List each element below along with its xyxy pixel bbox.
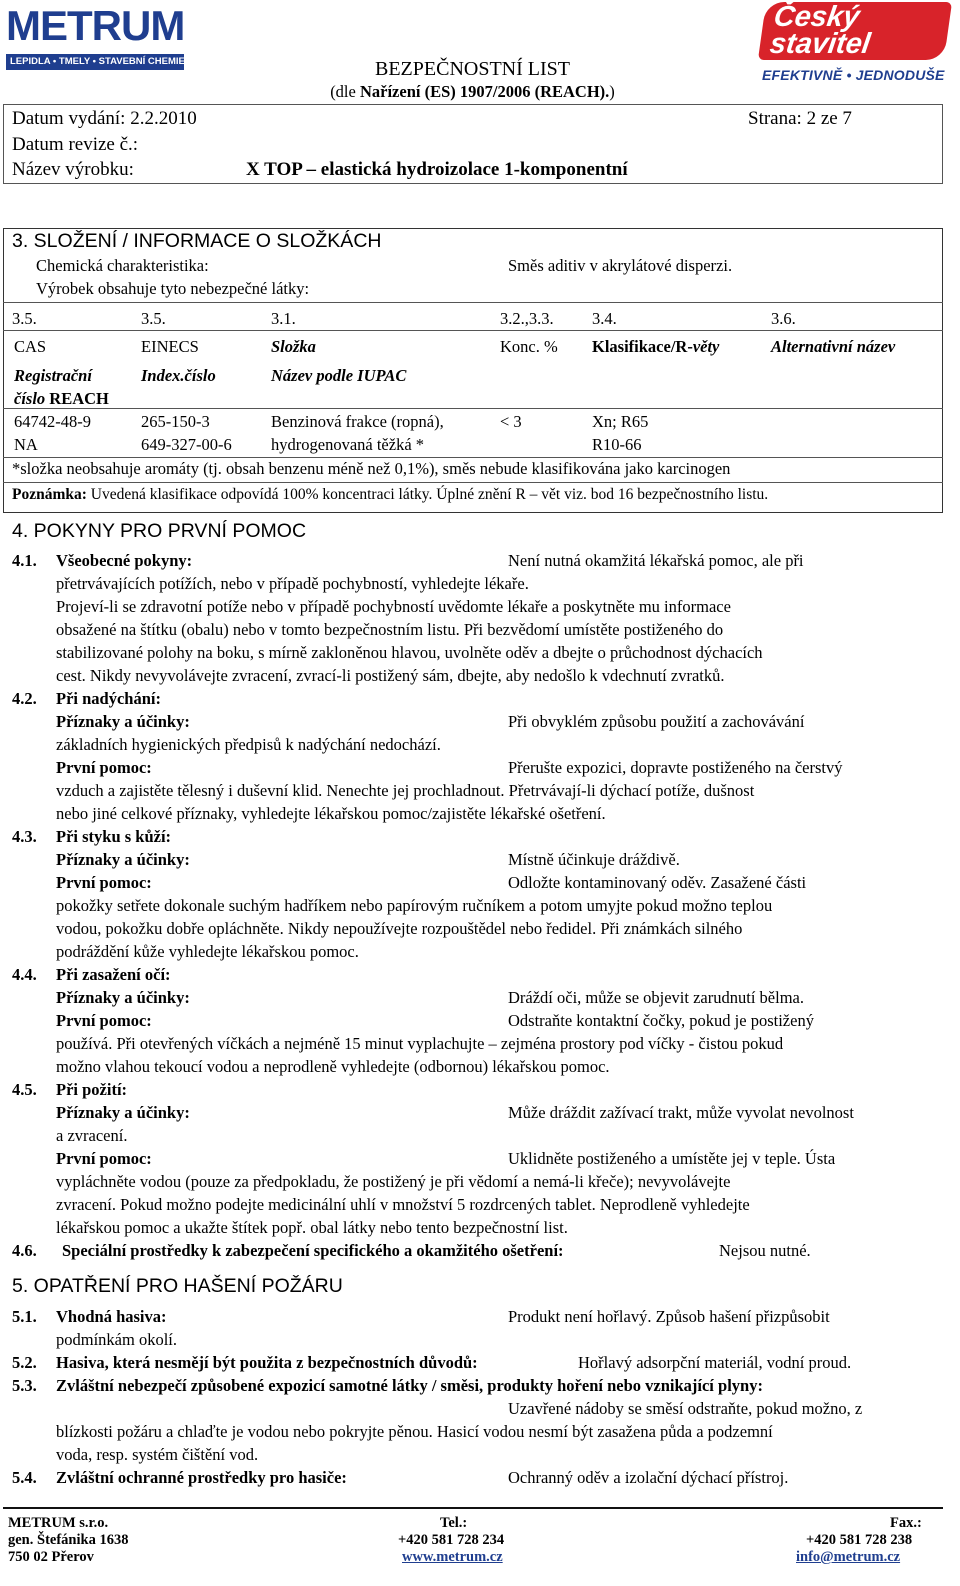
ref-einecs: 3.5. xyxy=(141,309,166,328)
product-label: Název výrobku: xyxy=(12,159,134,180)
row-name-1: Benzinová frakce (ropná), xyxy=(271,412,444,431)
ref-slozka: 3.1. xyxy=(271,309,296,328)
s4-4-aid-value: Odstraňte kontaktní čočky, pokud je postižený xyxy=(508,1011,814,1030)
metrum-logo-tagline: LEPIDLA • TMELY • STAVEBNÍ CHEMIE xyxy=(6,54,184,70)
chem-char-value: Směs aditiv v akrylátové disperzi. xyxy=(508,256,733,275)
s4-3-aid-cont-3: podráždění kůže vyhledejte lékařskou pomoc. xyxy=(56,942,359,961)
s5-2-value: Hořlavý adsorpční materiál, vodní proud. xyxy=(578,1353,852,1372)
s5-3-value-cont-1: blízkosti požáru a chlaďte je vodou nebo pokryjte pěnou. Hasicí vodou nesmí být zasažena půda a podzemní xyxy=(56,1422,773,1441)
s4-4-num: 4.4. xyxy=(12,965,37,984)
col-einecs: EINECS xyxy=(141,337,199,356)
s4-2-aid-cont-2: nebo jiné celkové příznaky, vyhledejte lékařskou pomoc/zajistěte lékařské ošetření. xyxy=(56,804,606,823)
s4-2-sym-label: Příznaky a účinky: xyxy=(56,712,190,731)
col-reach: číslo REACH xyxy=(14,389,109,408)
s4-5-sym-cont: a zvracení. xyxy=(56,1126,128,1145)
revision-date: Datum revize č.: xyxy=(12,134,139,155)
s5-1-num: 5.1. xyxy=(12,1307,37,1326)
s4-4-aid-cont-1: používá. Při otevřených víčkách a nejméně 15 minut vyplachujte – zejména prostory pod víčky - čistou pokud xyxy=(56,1034,784,1053)
s5-1-value-cont: podmínkám okolí. xyxy=(56,1330,177,1349)
document-subtitle: (dle Nařízení (ES) 1907/2006 (REACH).) xyxy=(330,82,615,101)
s4-4-aid-label: První pomoc: xyxy=(56,1011,152,1030)
col-konc: Konc. % xyxy=(500,337,558,356)
s4-4-sym-value: Dráždí oči, může se objevit zarudnutí bělma. xyxy=(508,988,804,1007)
footer-tel: +420 581 728 234 xyxy=(398,1532,505,1548)
issue-date: Datum vydání: 2.2.2010 xyxy=(12,108,197,129)
s4-4-aid-cont-2: možno vlahou tekoucí vodou a neprodleně vyhledejte (odbornou) lékařskou pomoc. xyxy=(56,1057,610,1076)
footer-web-link[interactable]: www.metrum.cz xyxy=(402,1549,503,1565)
footer-divider xyxy=(3,1507,943,1509)
footer-email-link[interactable]: info@metrum.cz xyxy=(796,1549,901,1565)
ref-klas: 3.4. xyxy=(592,309,617,328)
section-3-title: 3. SLOŽENÍ / INFORMACE O SLOŽKÁCH xyxy=(12,230,382,252)
section-3-footnote: *složka neobsahuje aromáty (tj. obsah benzenu méně než 0,1%), směs nebude klasifikována jako karcinogen xyxy=(12,459,731,478)
s5-3-num: 5.3. xyxy=(12,1376,37,1395)
section-4-title: 4. POKYNY PRO PRVNÍ POMOC xyxy=(12,520,307,542)
s5-4-num: 5.4. xyxy=(12,1468,37,1487)
s5-4-value: Ochranný oděv a izolační dýchací přístroj. xyxy=(508,1468,789,1487)
row-index: 649-327-00-6 xyxy=(141,435,232,454)
ref-cas: 3.5. xyxy=(12,309,37,328)
s5-2-label: Hasiva, která nesmějí být použita z bezpečnostních důvodů: xyxy=(56,1353,478,1372)
s4-1-para-3: stabilizované polohy na boku, s mírně zakloněnou hlavou, uvolněte oděv a dbejte o průchodnost dýchacích xyxy=(56,643,763,662)
s4-1-para-1: Projeví-li se zdravotní potíže nebo v případě pochybností uvědomte lékaře a poskytněte mu informace xyxy=(56,597,731,616)
s5-3-label: Zvláštní nebezpečí způsobené expozicí samotné látky / směsi, produkty hoření nebo vznikající plyny: xyxy=(56,1376,763,1395)
s4-3-sym-value: Místně účinkuje dráždivě. xyxy=(508,850,680,869)
s4-3-aid-label: První pomoc: xyxy=(56,873,152,892)
s4-3-aid-cont-2: vodou, pokožku dobře opláchněte. Nikdy nepoužívejte rozpouštědel nebo ředidel. Při známkách silného xyxy=(56,919,743,938)
s4-5-sym-label: Příznaky a účinky: xyxy=(56,1103,190,1122)
s4-5-num: 4.5. xyxy=(12,1080,37,1099)
s4-2-sym-cont: základních hygienických předpisů k nadýchání nedochází. xyxy=(56,735,441,754)
s5-4-label: Zvláštní ochranné prostředky pro hasiče: xyxy=(56,1468,347,1487)
chem-char-label: Chemická charakteristika: xyxy=(36,256,209,275)
col-index: Index.číslo xyxy=(141,366,216,385)
s4-5-aid-cont-2: zvracení. Pokud možno podejte medicinální uhlí v množství 5 rozdrcených tablet. Neprodleně vyhledejte xyxy=(56,1195,750,1214)
s5-3-value-cont-2: voda, resp. systém čištění vod. xyxy=(56,1445,259,1464)
footer-fax-label: Fax.: xyxy=(890,1515,922,1531)
s4-3-sym-label: Příznaky a účinky: xyxy=(56,850,190,869)
s4-4-sym-label: Příznaky a účinky: xyxy=(56,988,190,1007)
row-reach: NA xyxy=(14,435,38,454)
col-klas: Klasifikace/R-věty xyxy=(592,337,720,356)
row-einecs: 265-150-3 xyxy=(141,412,210,431)
s4-3-aid-cont-1: pokožky setřete dokonale suchým hadříkem nebo papírovým ručníkem a potom umyjte pokud možno teplou xyxy=(56,896,773,915)
s4-5-aid-cont-3: lékařskou pomoc a ukažte štítek popř. obal látky nebo tento bezpečnostní list. xyxy=(56,1218,568,1237)
col-iupac: Název podle IUPAC xyxy=(271,366,407,385)
s4-4-label: Při zasažení očí: xyxy=(56,965,171,984)
ref-alt: 3.6. xyxy=(771,309,796,328)
s4-5-aid-cont-1: vypláchněte vodou (pouze za předpokladu, že postižený je při vědomí a nemá-li křeče); nevyvolávejte xyxy=(56,1172,731,1191)
s4-3-label: Při styku s kůží: xyxy=(56,827,172,846)
s5-1-value: Produkt není hořlavý. Způsob hašení přizpůsobit xyxy=(508,1307,830,1326)
s4-1-label: Všeobecné pokyny: xyxy=(56,551,193,570)
s4-2-aid-label: První pomoc: xyxy=(56,758,152,777)
row-klas-1: Xn; R65 xyxy=(592,412,649,431)
row-name-2: hydrogenovaná těžká * xyxy=(271,435,425,454)
s4-2-num: 4.2. xyxy=(12,689,37,708)
footer-fax: +420 581 728 238 xyxy=(806,1532,913,1548)
section-3-note: Poznámka: Uvedená klasifikace odpovídá 100% koncentraci látky. Úplné znění R – vět viz. bod 16 bezpečnostního listu. xyxy=(12,486,769,503)
col-cas: CAS xyxy=(14,337,47,356)
s5-3-value: Uzavřené nádoby se směsí odstraňte, pokud možno, z xyxy=(508,1399,863,1418)
document-title: BEZPEČNOSTNÍ LIST xyxy=(375,58,570,80)
s5-2-num: 5.2. xyxy=(12,1353,37,1372)
metrum-logo-word: METRUM xyxy=(6,2,185,49)
s4-2-aid-cont-1: vzduch a zajistěte tělesný i duševní klid. Nenechte jej prochladnout. Přetrvávají-li dýchací potíže, dušnost xyxy=(56,781,755,800)
page-number: Strana: 2 ze 7 xyxy=(748,108,852,129)
s4-5-sym-value: Může dráždit zažívací trakt, může vyvolat nevolnost xyxy=(508,1103,854,1122)
ref-konc: 3.2.,3.3. xyxy=(500,309,554,328)
cesky-stavitel-logo-tagline: EFEKTIVNĚ • JEDNODUŠE xyxy=(762,67,945,83)
footer-street: gen. Štefánika 1638 xyxy=(8,1532,129,1548)
section-5-title: 5. OPATŘENÍ PRO HAŠENÍ POŽÁRU xyxy=(12,1275,343,1297)
footer-city: 750 02 Přerov xyxy=(8,1549,94,1565)
s4-5-label: Při požití: xyxy=(56,1080,128,1099)
footer-company: METRUM s.r.o. xyxy=(8,1515,109,1531)
s4-3-aid-value: Odložte kontaminovaný oděv. Zasažené části xyxy=(508,873,807,892)
s4-1-value-cont: přetrvávajících potížích, nebo v případě pochybností, vyhledejte lékaře. xyxy=(56,574,529,593)
s4-5-aid-value: Uklidněte postiženého a umístěte jej v teple. Ústa xyxy=(508,1149,836,1168)
cesky-stavitel-logo-word: Český stavitel xyxy=(758,2,952,60)
s4-1-num: 4.1. xyxy=(12,551,37,570)
row-klas-2: R10-66 xyxy=(592,435,642,454)
s4-2-sym-value: Při obvyklém způsobu použití a zachovávání xyxy=(508,712,805,731)
s4-6-value: Nejsou nutné. xyxy=(719,1241,811,1260)
s4-2-aid-value: Přerušte expozici, dopravte postiženého na čerstvý xyxy=(508,758,843,777)
s4-1-para-4: cest. Nikdy nevyvolávejte zvracení, zvrací-li postižený sám, dbejte, aby nedošlo k vdechnutí zvratků. xyxy=(56,666,725,685)
s4-1-value: Není nutná okamžitá lékařská pomoc, ale při xyxy=(508,551,804,570)
col-alt: Alternativní název xyxy=(771,337,896,356)
s4-3-num: 4.3. xyxy=(12,827,37,846)
s4-2-label: Při nadýchání: xyxy=(56,689,161,708)
s4-1-para-2: obsažené na štítku (obalu) nebo v tomto bezpečnostním listu. Při bezvědomí umístěte postiženého do xyxy=(56,620,724,639)
s4-6-num: 4.6. xyxy=(12,1241,37,1260)
row-konc: < 3 xyxy=(500,412,522,431)
col-slozka: Složka xyxy=(271,337,316,356)
s4-5-aid-label: První pomoc: xyxy=(56,1149,152,1168)
row-cas: 64742-48-9 xyxy=(14,412,91,431)
product-name: X TOP – elastická hydroizolace 1-komponentní xyxy=(246,159,628,180)
contains-label: Výrobek obsahuje tyto nebezpečné látky: xyxy=(36,279,310,298)
footer-tel-label: Tel.: xyxy=(440,1515,468,1531)
s4-6-label: Speciální prostředky k zabezpečení specifického a okamžitého ošetření: xyxy=(62,1241,564,1260)
col-reg: Registrační xyxy=(14,366,92,385)
s5-1-label: Vhodná hasiva: xyxy=(56,1307,167,1326)
